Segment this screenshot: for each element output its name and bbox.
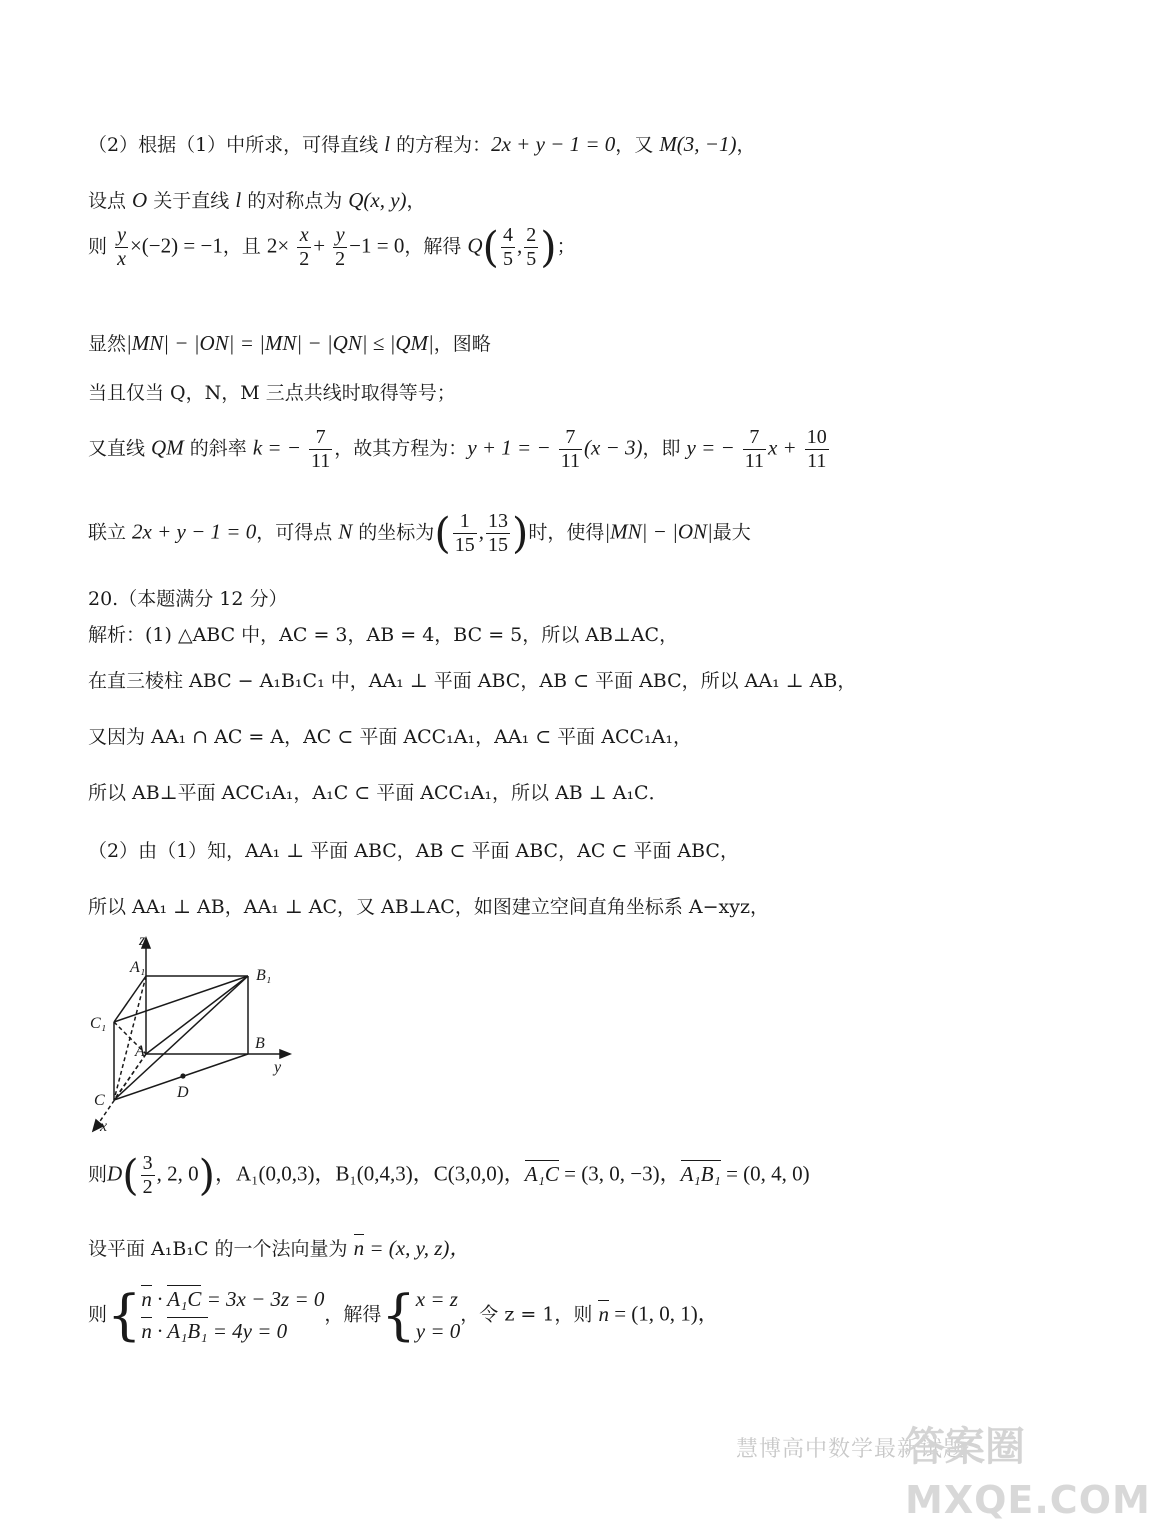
line-solve-Q: 则 $\frac{y}{x}$ ×(−2) = −1，且 2× $\frac{x}{2}$ + $\frac{y}{2}$ −1 = 0，解得 Q( $\frac{4}{5}$ , $\frac{2}{5}$ )；	[88, 222, 576, 272]
point-D	[180, 1073, 185, 1078]
edge-AC-dashed	[114, 1054, 146, 1100]
line-QM-slope: 又直线 QM 的斜率 k = − $\frac{7}{11}$ ，故其方程为：y + 1 = − $\frac{7}{11}$ (x − 3)，即 y = − $\frac{7}{11}$ x + $\frac{10}{11}$	[88, 426, 827, 472]
line-symmetric-point: 设点 O 关于直线 l 的对称点为 Q(x, y)，	[88, 188, 426, 212]
watermark-logo: 答案圈	[905, 1424, 1025, 1470]
q20-line4: 所以 AB⊥平面 ACC₁A₁，A₁C ⊂ 平面 ACC₁A₁，所以 AB ⊥ A₁C．	[88, 782, 668, 804]
q20-normal-vector: 设平面 A₁B₁C 的一个法向量为 n = (x, y, z)，	[88, 1236, 471, 1260]
q20-coordinates: 则D( $\frac{3}{2}$ , 2, 0)，A₁(0,0,3)，B₁(0,4,3)，C(3,0,0)，A₁C = (3, 0, −3)，A₁B₁ = (0, 4, 0)	[88, 1150, 810, 1200]
line-point-N: 联立 2x + y − 1 = 0，可得点 N 的坐标为( $\frac{1}{15}$ , $\frac{13}{15}$ )时，使得|MN| − |ON|最大	[88, 508, 751, 558]
line-equality-condition: 当且仅当 Q，N，M 三点共线时取得等号；	[88, 382, 456, 404]
q20-system: 则{ n · A₁C = 3x − 3z = 0 n · A₁B₁ = 4y = 0 ，解得{ x = z y = 0 ，令 z = 1，则 n = (1, 0, 1)，	[88, 1283, 719, 1347]
label-z: z	[139, 932, 146, 949]
q20-line3: 又因为 AA₁ ∩ AC = A，AC ⊂ 平面 ACC₁A₁，AA₁ ⊂ 平面 ACC₁A₁，	[88, 726, 692, 748]
label-B: B	[255, 1035, 265, 1052]
edge-C1B1	[114, 976, 248, 1022]
prism-figure	[86, 930, 306, 1135]
label-D: D	[177, 1084, 189, 1101]
q20-line6: 所以 AA₁ ⊥ AB，AA₁ ⊥ AC，又 AB⊥AC，如图建立空间直角坐标系 A−xyz，	[88, 896, 769, 918]
label-x: x	[100, 1118, 108, 1135]
label-A: A	[135, 1043, 145, 1060]
edge-AB1	[146, 976, 248, 1054]
watermark-text: 慧博高中数学最新试题	[736, 1437, 967, 1462]
q20-line2: 在直三棱柱 ABC − A₁B₁C₁ 中，AA₁ ⊥ 平面 ABC，AB ⊂ 平面 ABC，所以 AA₁ ⊥ AB，	[88, 670, 857, 692]
line-inequality: 显然|MN| − |ON| = |MN| − |QN| ≤ |QM|，图略	[88, 331, 491, 355]
q20-line1: 解析：(1) △ABC 中，AC = 3，AB = 4，BC = 5，所以 AB⊥AC，	[88, 624, 679, 646]
edge-A1C1	[114, 976, 146, 1022]
label-C: C	[94, 1092, 105, 1109]
edge-CB1	[114, 976, 248, 1100]
label-C1: C₁	[90, 1015, 107, 1032]
line-part2-intro: （2）根据（1）中所求，可得直线 l 的方程为：2x + y − 1 = 0，又 M(3, −1)，	[88, 132, 756, 156]
watermark-site: MXQE.COM	[905, 1478, 1151, 1522]
y-axis-arrow	[280, 1050, 290, 1058]
label-B1: B₁	[256, 967, 272, 984]
label-A1: A₁	[130, 959, 146, 976]
q20-line5: （2）由（1）知，AA₁ ⊥ 平面 ABC，AB ⊂ 平面 ABC，AC ⊂ 平面 ABC，	[88, 840, 739, 862]
q20-header: 20.（本题满分 12 分）	[88, 588, 288, 610]
label-y: y	[274, 1059, 282, 1076]
